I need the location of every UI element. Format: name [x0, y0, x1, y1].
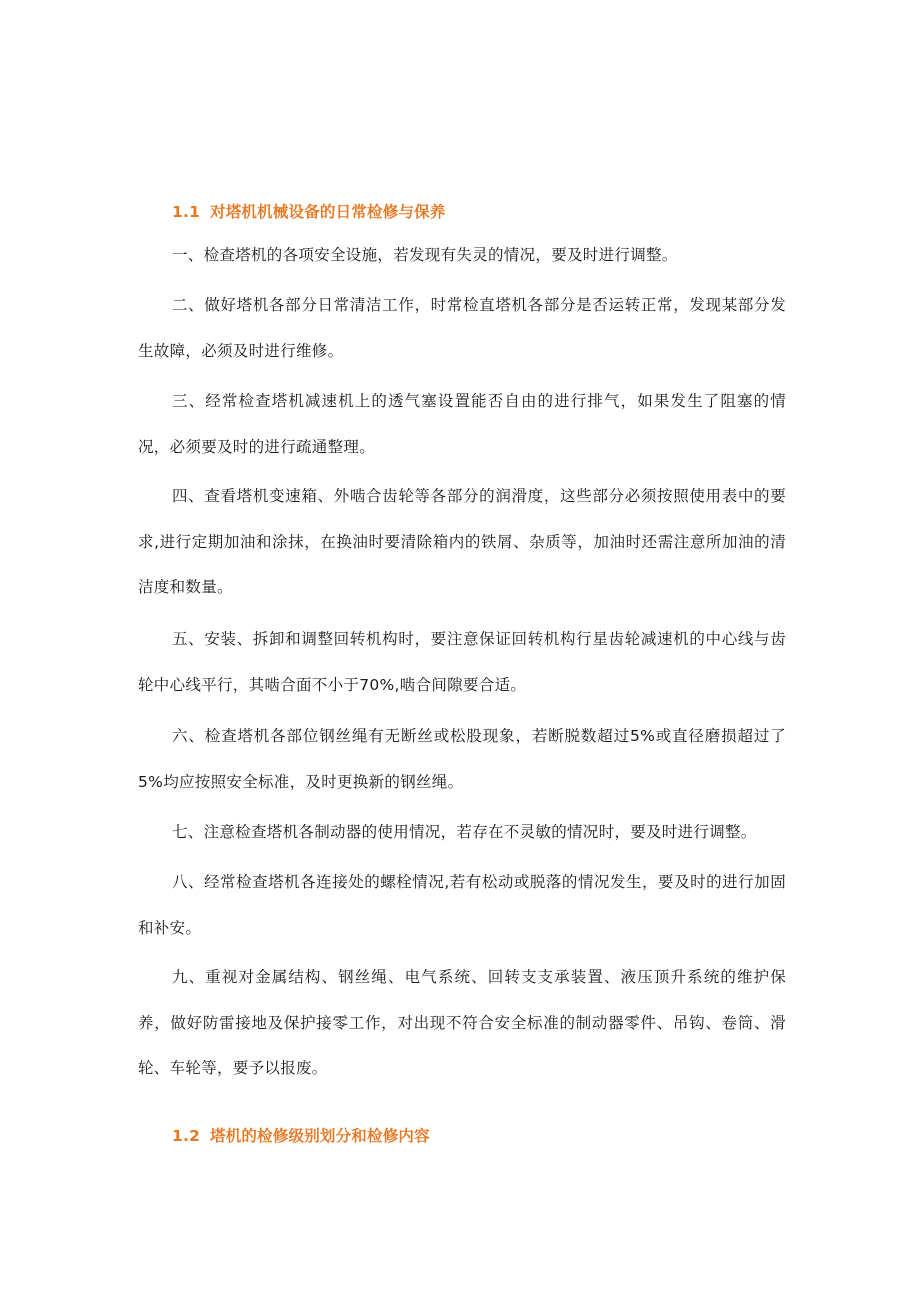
section-heading-1-1: [172, 200, 446, 222]
section-title: 塔机的检修级别划分和检修内容: [210, 1127, 430, 1145]
paragraph-1: 一、检查塔机的各项安全设施，若发现有失灵的情况，要及时进行调整。: [172, 246, 678, 264]
paragraph-7: 七、注意检查塔机各制动器的使用情况，若存在不灵敏的情况时，要及时进行调整。: [172, 823, 757, 841]
section-heading-1-2: [172, 1124, 430, 1146]
paragraph-6: 六、检查塔机各部位钢丝绳有无断丝或松股现象，若断脱数超过5%或直径磨损超过了5%均应按照安全标准，及时更换新的钢丝绳。: [138, 727, 786, 791]
section-number: 1.1: [172, 203, 201, 221]
section-title: 对塔机机械设备的日常检修与保养: [210, 203, 446, 221]
paragraph-2: 二、做好塔机各部分日常清洁工作，时常检直塔机各部分是否运转正常，发现某部分发生故障，必须及时进行维修。: [138, 296, 786, 360]
paragraph-4: 四、查看塔机变速箱、外啮合齿轮等各部分的润滑度，这些部分必须按照使用表中的要求,进行定期加油和涂抹，在换油时要清除箱内的铁屑、杂质等，加油时还需注意所加油的清洁度和数量。: [138, 487, 786, 596]
section-number: 1.2: [172, 1127, 201, 1145]
paragraph-8: 八、经常检查塔机各连接处的螺栓情况,若有松动或脱落的情况发生，要及时的进行加固和补安。: [138, 873, 786, 937]
paragraph-9: 九、重视对金属结构、钢丝绳、电气系统、回转支支承装置、液压顶升系统的维护保养，做好防雷接地及保护接零工作，对出现不符合安全标准的制动器零件、吊钩、卷筒、滑轮、车轮等，要予以报废。: [138, 968, 786, 1077]
paragraph-5: 五、安装、拆卸和调整回转机构时，要注意保证回转机构行星齿轮减速机的中心线与齿轮中心线平行，其啮合面不小于70%,啮合间隙要合适。: [138, 630, 786, 694]
paragraph-3: 三、经常检查塔机减速机上的透气塞设置能否自由的进行排气，如果发生了阻塞的情况，必须要及时的进行疏通整理。: [138, 392, 786, 456]
